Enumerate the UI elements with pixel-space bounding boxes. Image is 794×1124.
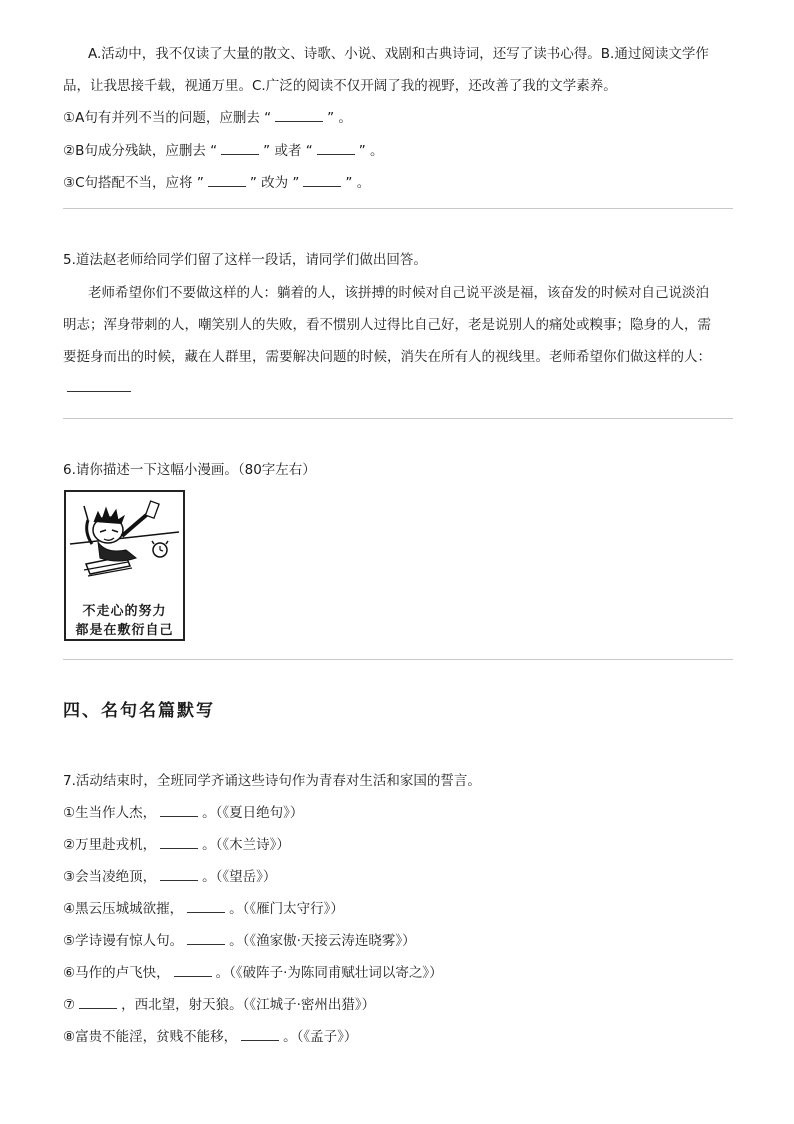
answer-blank[interactable] <box>241 1027 279 1041</box>
q7-item-text: ①生当作人杰， <box>63 805 157 821</box>
comic-image <box>64 490 185 641</box>
q7-item-text: ⑥马作的卢飞快， <box>63 965 170 981</box>
answer-blank[interactable] <box>275 108 323 122</box>
q7-item <box>63 931 416 951</box>
q4-subquestion-1 <box>63 108 352 128</box>
q7-item-source: 。（《夏日绝句》） <box>202 805 304 821</box>
answer-blank[interactable] <box>187 899 225 913</box>
answer-blank[interactable] <box>79 995 117 1009</box>
answer-blank[interactable] <box>187 931 225 945</box>
divider <box>63 208 733 209</box>
q7-item-text: ③会当凌绝顶， <box>63 869 157 885</box>
q7-item-source: 。（《渔家傲·天接云涛连晓雾》） <box>229 933 416 949</box>
divider <box>63 659 733 660</box>
q7-item-source: 。（《望岳》） <box>202 869 277 885</box>
comic-caption-line-2: 都是在敷衍自己 <box>75 623 174 638</box>
q4-sub3-prefix: ③C句搭配不当，应将 ” <box>63 175 204 191</box>
q5-passage-line-2: 明志；浑身带刺的人，嘲笑别人的失败，看不惯别人过得比自己好，老是说别人的痛处或糗事；隐身的人，需 <box>63 317 711 333</box>
answer-blank[interactable] <box>160 803 198 817</box>
q7-item <box>63 835 290 855</box>
q4-sub2-suffix: ” 。 <box>358 143 384 159</box>
divider <box>63 418 733 419</box>
q7-item <box>63 899 344 919</box>
q7-item-text: ②万里赴戎机， <box>63 837 157 853</box>
answer-blank[interactable] <box>67 378 131 392</box>
comic-drawing-icon <box>66 492 183 592</box>
section-title: 四、名句名篇默写 <box>63 701 215 721</box>
q4-sub2-prefix: ②B句成分残缺，应删去 “ <box>63 143 218 159</box>
q7-item-text: ⑤学诗谩有惊人句。 <box>63 933 184 949</box>
answer-blank[interactable] <box>317 141 355 155</box>
comic-caption-line-1: 不走心的努力 <box>82 604 167 619</box>
q7-title: 7.活动结束时，全班同学齐诵这些诗句作为青春对生活和家国的誓言。 <box>63 773 481 789</box>
q7-item-source: ，西北望，射天狼。（《江城子·密州出猎》） <box>121 997 376 1013</box>
q4-sub3-middle: ” 改为 ” <box>249 175 300 191</box>
answer-blank[interactable] <box>303 173 341 187</box>
q5-passage-line-3: 要挺身而出的时候，藏在人群里，需要解决问题的时候，消失在所有人的视线里。老师希望你们做这样的人： <box>63 349 711 365</box>
q7-item <box>63 995 375 1015</box>
q4-subquestion-3 <box>63 173 370 193</box>
q4-subquestion-2 <box>63 141 384 161</box>
q7-item <box>63 803 303 823</box>
answer-blank[interactable] <box>174 963 212 977</box>
q4-passage-line-2: 品，让我思接千载，视通万里。C.广泛的阅读不仅开阔了我的视野，还改善了我的文学素养。 <box>63 78 617 94</box>
q4-sub2-middle: ” 或者 “ <box>263 143 313 159</box>
q7-item <box>63 1027 357 1047</box>
answer-blank[interactable] <box>160 835 198 849</box>
q7-item-text: ⑦ <box>63 997 76 1013</box>
q5-title: 5.道法赵老师给同学们留了这样一段话，请同学们做出回答。 <box>63 252 427 268</box>
q4-passage-line-1: A.活动中，我不仅读了大量的散文、诗歌、小说、戏剧和古典诗词，还写了读书心得。B.通过阅读文学作 <box>88 46 709 62</box>
q4-sub3-suffix: ” 。 <box>345 175 371 191</box>
q5-passage-line-1: 老师希望你们不要做这样的人：躺着的人，该拼搏的时候对自己说平淡是福，该奋发的时候对自己说淡泊 <box>88 285 709 301</box>
q7-item <box>63 867 276 887</box>
q4-sub1-prefix: ①A句有并列不当的问题，应删去 “ <box>63 110 272 126</box>
q7-item-source: 。（《孟子》） <box>283 1029 358 1045</box>
q7-item <box>63 963 443 983</box>
q6-title: 6.请你描述一下这幅小漫画。（80字左右） <box>63 462 316 478</box>
q4-sub1-suffix: ” 。 <box>327 110 352 126</box>
q7-item-source: 。（《破阵子·为陈同甫赋壮词以寄之》） <box>215 965 443 981</box>
q7-item-source: 。（《雁门太守行》） <box>229 901 344 917</box>
q7-item-source: 。（《木兰诗》） <box>202 837 290 853</box>
answer-blank[interactable] <box>160 867 198 881</box>
q5-answer-line <box>63 378 135 398</box>
q7-item-text: ④黑云压城城欲摧， <box>63 901 184 917</box>
answer-blank[interactable] <box>221 141 259 155</box>
answer-blank[interactable] <box>208 173 246 187</box>
q7-item-text: ⑧富贵不能淫，贫贱不能移， <box>63 1029 238 1045</box>
